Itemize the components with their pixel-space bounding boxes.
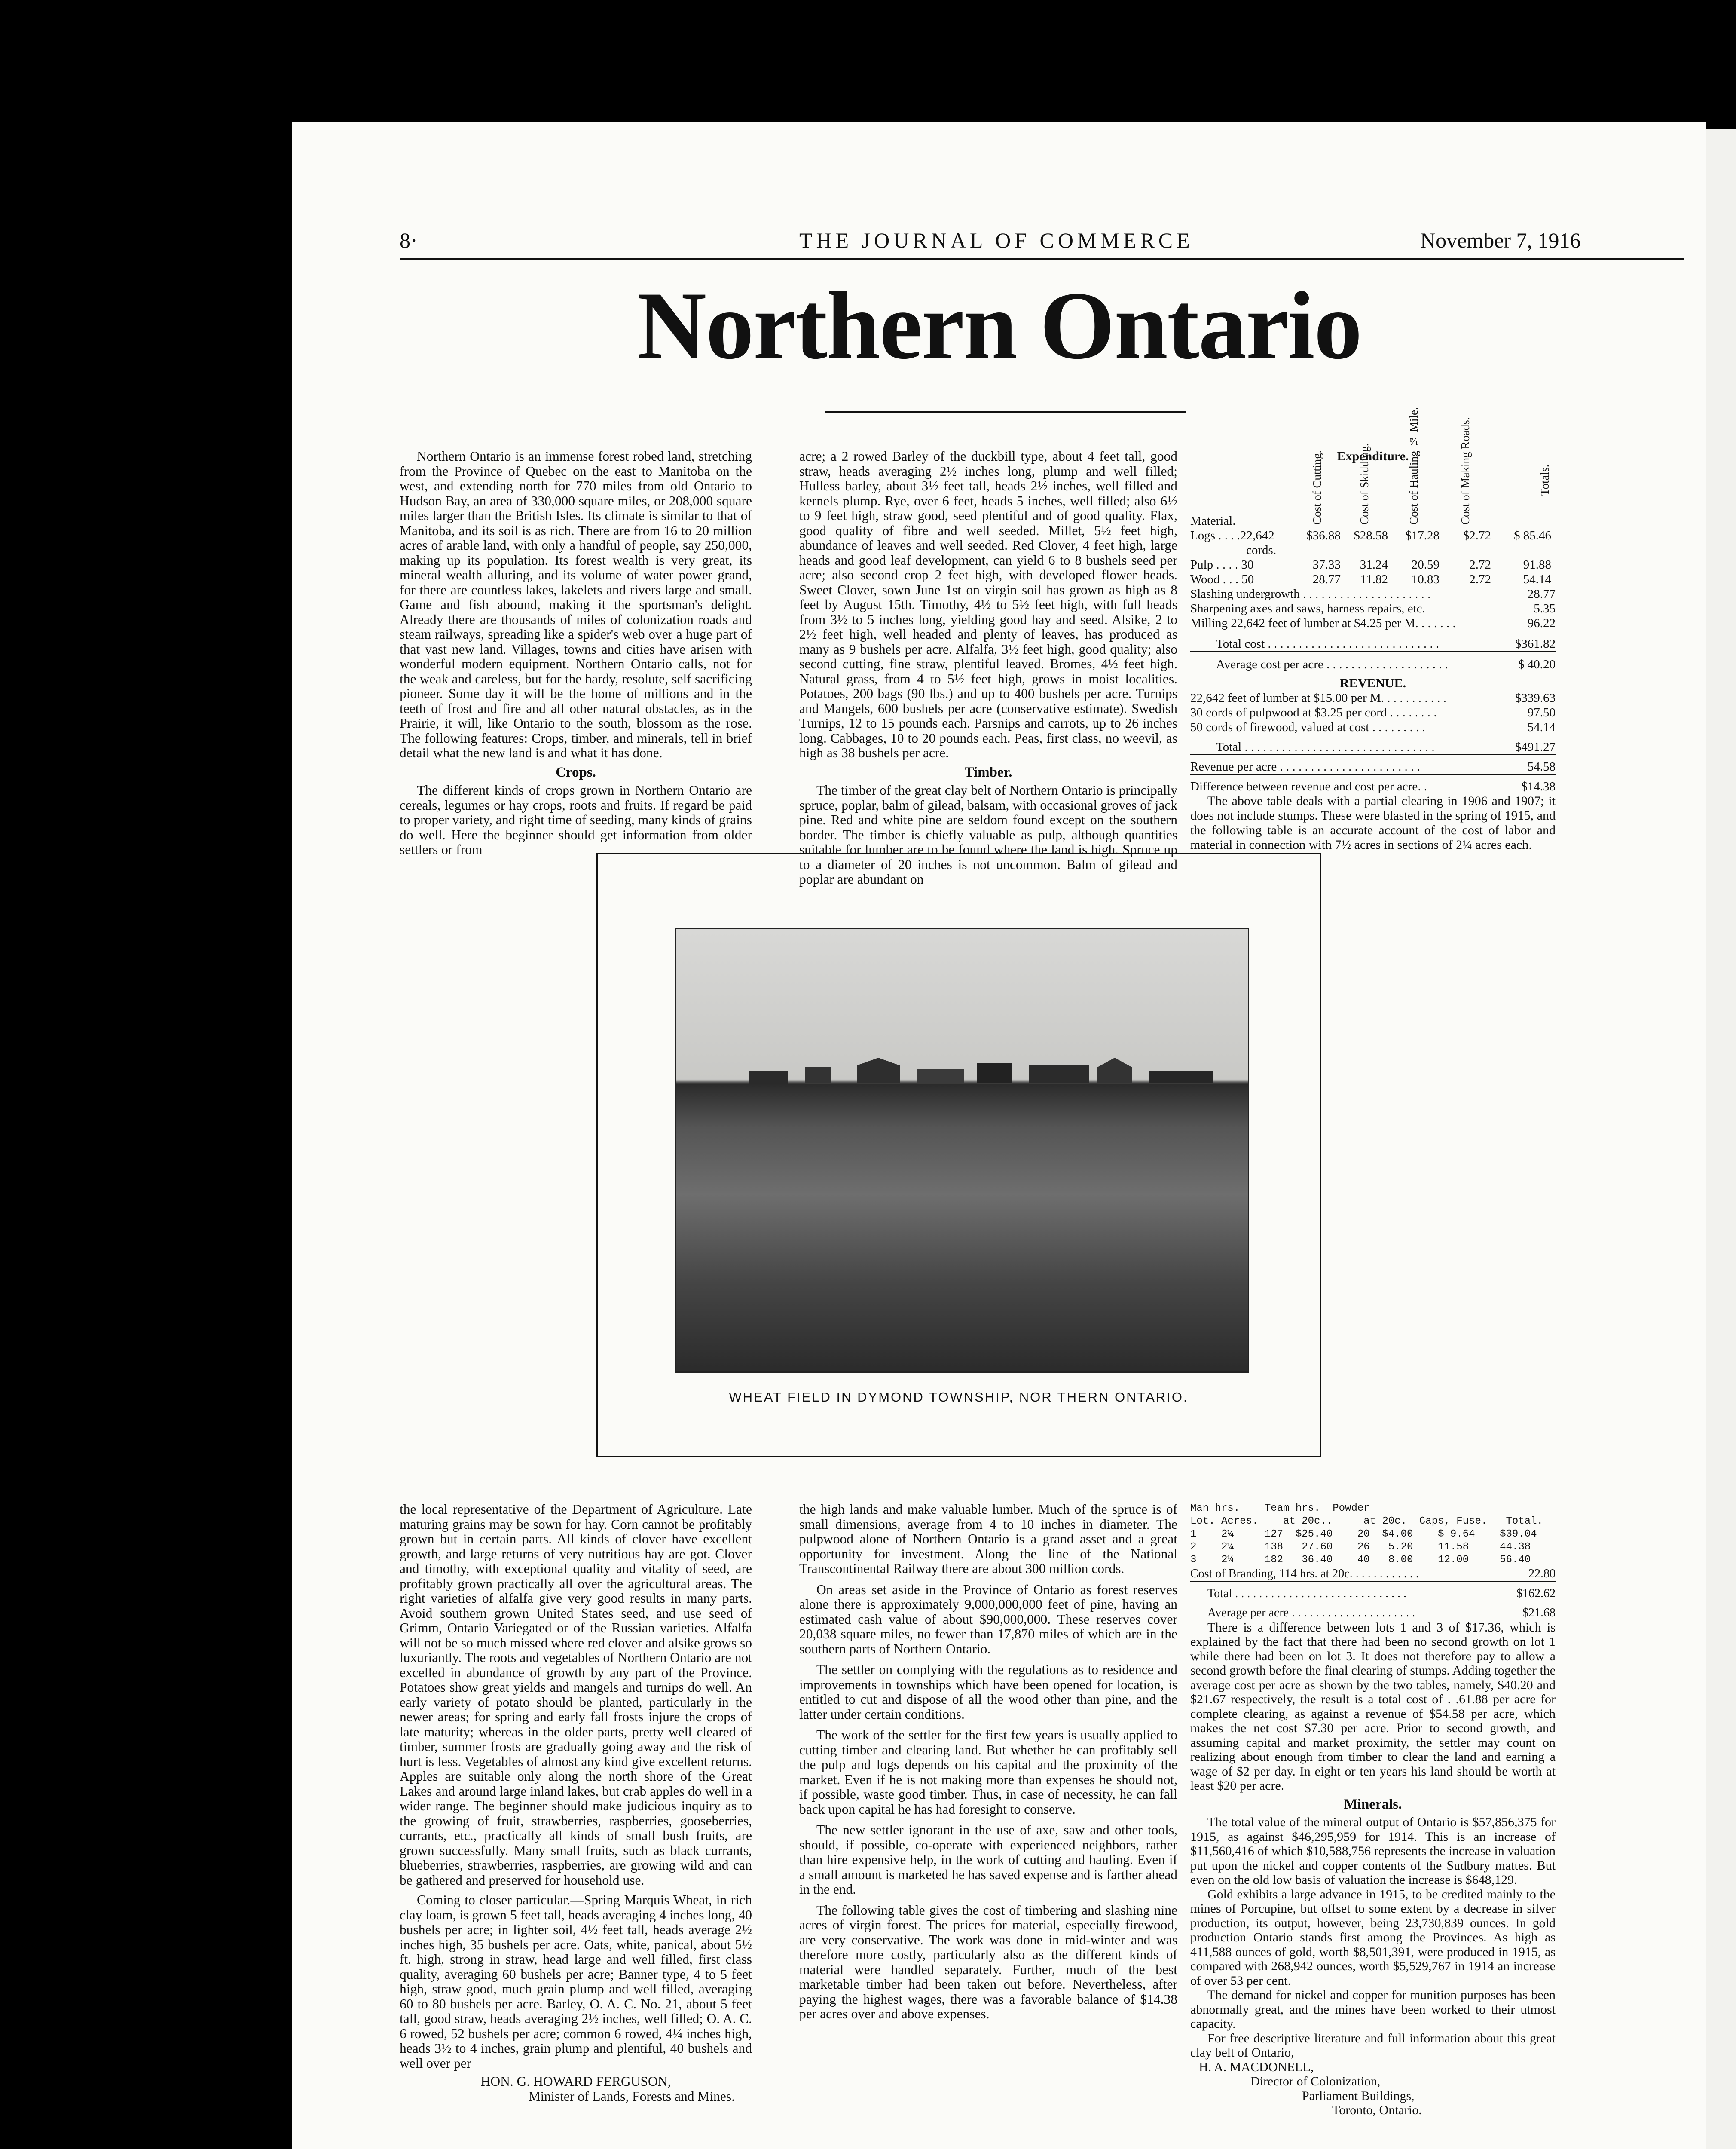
column-1-top: [400, 449, 752, 857]
table-row: 30 cords of pulpwood at $3.25 per cord . . . . . . . . 97.50: [1190, 706, 1556, 719]
lots-total-row: Total . . . . . . . . . . . . . . . . . . . . . . . . . . . . . $162.62: [1190, 1586, 1556, 1602]
table-note: The above table deals with a partial clearing in 1906 and 1907; it does not include stumps. These were blasted in the spring of 1915, and the following table is an accurate account of the cost of labor and material in connection with 7½ acres in sections of 2¼ acres each.: [1190, 794, 1556, 852]
minerals-paragraph: The total value of the mineral output of Ontario is $57,856,375 for 1915, as against $46,295,959 for 1914. This is an increase of $11,560,416 of which $10,588,756 represents the increase in valuation put upon the nickel and copper contents of the Sudbury mattes. But even on the old low basis of valuation the increase is $648,129.: [1190, 1815, 1556, 1887]
photo-caption: WHEAT FIELD IN DYMOND TOWNSHIP, NOR THERN ONTARIO.: [729, 1390, 1189, 1405]
revenue-total-row: Total . . . . . . . . . . . . . . . . . . . . . . . . . . . . . . . $491.27: [1190, 740, 1556, 755]
signature-title-3: Toronto, Ontario.: [1332, 2103, 1422, 2117]
difference-row: Difference between revenue and cost per acre. . $14.38: [1190, 780, 1556, 793]
signature-macdonell: H. A. MACDONELL,: [1199, 2060, 1314, 2074]
signature-ferguson-title: Minister of Lands, Forests and Mines.: [528, 2088, 735, 2104]
roads-col-header: Cost of Making Roads.: [1459, 417, 1472, 525]
table-row: Sharpening axes and saws, harness repairs, etc. 5.35: [1190, 602, 1556, 615]
column-2-bottom: [799, 1502, 1177, 2074]
material-col-header: Material.: [1190, 514, 1236, 528]
table-row: cords.: [1246, 543, 1277, 557]
table-row: 1 2¼ 127 $25.40 20 $4.00 $ 9.64 $39.04: [1190, 1528, 1537, 1540]
column-3-bottom: [1190, 1502, 1556, 2125]
header-rule: [400, 258, 1684, 260]
total-cost-row: Total cost . . . . . . . . . . . . . . . . . . . . . . . . . . . . $361.82: [1190, 637, 1556, 652]
lots-avg-row: Average per acre . . . . . . . . . . . . . . . . . . . . . $21.68: [1207, 1606, 1556, 1619]
crops-paragraph: The different kinds of crops grown in Northern Ontario are cereals, legumes or hay crops, roots and fruits. If regard be paid to proper variety, and right time of seeding, many kinds of grains do well. Here the beginner should get information from older settlers or from: [400, 783, 752, 857]
nickel-paragraph: The demand for nickel and copper for munition purposes has been abnormally great, and the mines have been worked to their utmost capacity.: [1190, 1988, 1556, 2031]
settler-regulations-paragraph: The settler on complying with the regulations as to residence and improvements in townships which have been opened for location, is entitled to cut and dispose of all the wood other than pine, and the latter under certain conditions.: [799, 1662, 1177, 1722]
intro-paragraph: Northern Ontario is an immense forest robed land, stretching from the Province of Quebec on the east to Manitoba on the west, and extending north for 770 miles from old Ontario to Hudson Bay, an area of 330,000 square miles, or 208,000 square miles larger than the British Isles. Its climate is similar to that of Manitoba, and its soil is as rich. There are from 16 to 20 million acres of arable land, with only a handful of people, say 250,000, making up its population. Its forest wealth is very great, its mineral wealth alluring, and its volume of water power grand, for there are countless lakes, lakelets and rivers large and small. Game and fish abound, making it the sportsman's delight. Already there are thousands of miles of colonization roads and steam railways, spreading like a spider's web over a huge part of that vast new land. Villages, towns and cities have arisen with wonderful modern equipment. Northern Ontario calls, not for the weak and careless, but for the hardy, resolute, self sacrificing pioneer. Some day it will be the home of millions and in the teeth of frost and fire and all other natural obstacles, as in the Prairie, it will, like Ontario to the south, blossom as the rose. The following features: Crops, timber, and minerals, tell in brief detail what the new land is and what it has done.: [400, 449, 752, 760]
page-number: 8·: [400, 228, 418, 252]
timber-paragraph: The timber of the great clay belt of Northern Ontario is principally spruce, poplar, balm of gilead, balsam, with occasional groves of jack pine. Red and white pine are seldom found except on the southern border. The timber is chiefly valuable as pulp, although quantities suitable for lumber are to be found where the land is high. Spruce up to a diameter of 20 inches is not uncommon. Balm of gilead and poplar are abundant on: [799, 783, 1177, 887]
cooperate-paragraph: The new settler ignorant in the use of axe, saw and other tools, should, if possible, co-operate with experienced neighbors, rather than hire expensive help, in the work of cutting and hauling. Even if a small amount is marketed he has saved expense and is farther ahead in the end.: [799, 1822, 1177, 1897]
crops-heading: Crops.: [556, 764, 596, 780]
forest-reserves-paragraph: On areas set aside in the Province of Ontario as forest reserves alone there is approximately 9,000,000,000 feet of pine, having an estimated cash value of about $90,000,000. These reserves cover 20,038 square miles, no fewer than 17,870 miles of which are in the southern parts of Northern Ontario.: [799, 1582, 1177, 1656]
hauling-col-header: Cost of Hauling ¼ Mile.: [1407, 407, 1420, 525]
minerals-heading: Minerals.: [1344, 1796, 1402, 1812]
table-row: 3 2¼ 182 36.40 40 8.00 12.00 56.40: [1190, 1554, 1531, 1566]
timber-continued-paragraph: the high lands and make valuable lumber. Much of the spruce is of small dimensions, average from 4 to 10 inches in diameter. The pulpwood alone of Northern Ontario is a grand asset and a great opportunity for investment. Along the line of the National Transcontinental Railway there are about 300 million cords.: [799, 1502, 1177, 1576]
title-rule: [825, 411, 1186, 413]
branding-row: Cost of Branding, 114 hrs. at 20c. . . . . . . . . . . . 22.80: [1190, 1567, 1556, 1582]
column-1-bottom: [400, 1502, 752, 2104]
table-row: Logs . . . .22,642 $36.88 $28.58 $17.28 $2.72 $ 85.46: [1190, 529, 1551, 542]
particulars-paragraph: Coming to closer particular.—Spring Marquis Wheat, in rich clay loam, is grown 5 feet tall, heads averaging 4 inches long, 40 bushels per acre; in lighter soil, 4½ feet tall, heads average 2½ inches high, 35 bushels per acre. Oats, white, panical, about 5½ ft. high, strong in straw, head large and well filled, first class quality, averaging 60 bushels per acre; Banner type, 4 to 5 feet high, straw good, much grain plump and well filled, averaging 60 to 80 bushels per acre. Barley, O. A. C. No. 21, about 5 feet tall, good straw, heads averaging 2½ inches, well filled; O. A. C. 6 rowed, 52 bushels per acre; common 6 rowed, 4¼ inches high, heads 3½ to 4 inches, grain plump and plentiful, 40 bushels and well over per: [400, 1892, 752, 2071]
signature-ferguson: HON. G. HOWARD FERGUSON,: [480, 2074, 671, 2089]
timber-heading: Timber.: [964, 764, 1012, 780]
column-2-top: [799, 449, 1177, 887]
lots-table-header-2: Lot. Acres. at 20c.. at 20c. Caps, Fuse. Total.: [1190, 1515, 1543, 1527]
revenue-heading: REVENUE.: [1339, 676, 1406, 690]
difference-paragraph: There is a difference between lots 1 and 3 of $17.36, which is explained by the fact that there had been no second growth on lot 1 while there had been on lot 3. It does not therefore pay to allow a second growth before the final clearing of stumps. Adding together the average cost per acre as shown by the two tables, namely, $40.20 and $21.67 respectively, the result is a total cost of . .61.88 per acre for complete clearing, as against a revenue of $54.58 per acre, which makes the net cost $7.30 per acre. Prior to second growth, and assuming capital and market proximity, the settler may count on realizing about enough from timber to clear the land and earning a wage of $2 per day. In eight or ten years his land should be worth at least $20 per acre.: [1190, 1620, 1556, 1793]
crops-continued-paragraph: the local representative of the Department of Agriculture. Late maturing grains may be sown for hay. Corn cannot be profitably grown but in certain parts. All kinds of clover have excellent growth, and large returns of very nutritious hay are got. Clover and timothy, with exceptional quality and vitality of seed, are profitably grown practically all over the agricultural areas. The right varieties of alfalfa give very good results in many parts. Avoid southern grown United States seed, and use seed of Grimm, Ontario Variegated or of the Russian varieties. Alfalfa will not be so much missed where red clover and alsike grows so luxuriantly. The roots and vegetables of Northern Ontario are not excelled in abundance of growth by any part of the Province. Potatoes show great yields and mangels and turnips do well. An early variety of potato should be planted, particularly in the newer areas; for spring and early fall frosts injure the crops of late maturity; whereas in the older parts, pretty well cleared of timber, summer frosts are gradually going away and the risk of hurt is less. Vegetables of almost any kind give excellent returns. Apples are suitable only along the north shore of the Great Lakes and around large inland lakes, but crab apples do well in a wider range. The beginner should make judicious inquiry as to the growing of fruit, strawberries, raspberries, gooseberries, currants, etc., practically all kinds of small bush fruits, are grown successfully. Many small fruits, such as black currants, blueberries, strawberries, raspberries, are growing wild and can be gathered and preserved for household use.: [400, 1502, 752, 1888]
table-row: Milling 22,642 feet of lumber at $4.25 per M. . . . . . . 96.22: [1190, 616, 1556, 631]
page-title: Northern Ontario: [636, 272, 1362, 379]
farm-buildings-icon: [676, 929, 1248, 1371]
lots-table-header-1: Man hrs. Team hrs. Powder: [1190, 1503, 1370, 1514]
table-row: Pulp . . . . 30 37.33 31.24 20.59 2.72 91.88: [1190, 558, 1551, 572]
newspaper-page: [292, 122, 1706, 2149]
table-row: 50 cords of firewood, valued at cost . . . . . . . . . 54.14: [1190, 720, 1556, 735]
signature-title-2: Parliament Buildings,: [1302, 2088, 1415, 2103]
photo-frame: [596, 853, 1321, 1457]
expenditure-table: [1190, 407, 1556, 852]
cutting-col-header: Cost of Cutting.: [1311, 450, 1323, 525]
cost-table-intro-paragraph: The following table gives the cost of timbering and slashing nine acres of virgin forest. The prices for material, especially firewood, are very conservative. The work was done in mid-winter and was therefore more costly, particularly also as the different kinds of material were handled separately. Further, much of the best marketable timber had been taken out before. Nevertheless, after paying the highest wages, there was a favorable balance of $14.38 per acres over and above expenses.: [799, 1902, 1177, 2021]
signature-title-1: Director of Colonization,: [1250, 2074, 1381, 2088]
revenue-per-acre-row: Revenue per acre . . . . . . . . . . . . . . . . . . . . . . . 54.58: [1190, 759, 1556, 775]
issue-date: November 7, 1916: [1420, 228, 1581, 252]
wheat-field-photo: [675, 928, 1249, 1373]
table-row: Slashing undergrowth . . . . . . . . . . . . . . . . . . . . . 28.77: [1190, 587, 1556, 601]
skidding-col-header: Cost of Skidding.: [1358, 443, 1371, 525]
avg-cost-row: Average cost per acre . . . . . . . . . . . . . . . . . . . . $ 40.20: [1216, 658, 1556, 671]
literature-paragraph: For free descriptive literature and full information about this great clay belt of Ontario,: [1190, 2031, 1556, 2060]
settler-work-paragraph: The work of the settler for the first few years is usually applied to cutting timber and clearing land. But whether he can profitably sell the pulp and logs depends on his capital and the proximity of the market. Even if he is not making more than expenses he should not, if possible, waste good timber. Thus, in case of necessity, he can fall back upon capital he has had foresight to conserve.: [799, 1727, 1177, 1817]
journal-name: THE JOURNAL OF COMMERCE: [799, 228, 1194, 252]
crops-detail-paragraph: acre; a 2 rowed Barley of the duckbill type, about 4 feet tall, good straw, heads averaging 2½ inches long, plump and well filled; Hulless barley, about 3½ feet tall, heads 2½ inches, well filled and kernels plump. Rye, over 6 feet, heads 5 inches, well filled; also 6½ to 9 feet high, straw good, seed plentiful and of good quality. Flax, good quality of fibre and well seeded. Millet, 5½ feet high, abundance of leaves and well seeded. Red Clover, 4 feet high, large heads and good leaf development, can yield 6 to 8 bushels seed per acre; also second crop 2 feet high, with developed flower heads. Sweet Clover, sown June 1st on virgin soil has grown as high as 8 feet by August 15th. Timothy, 4½ to 5½ feet high, with full heads from 3½ to 5 inches long, yielding good hay and seed. Alsike, 2 to 2½ feet high, well headed and plenty of leaves, has produced as many as 9 bushels per acre. Alfalfa, 3½ feet high, good quality; also second cutting, fine straw, plentiful leaved. Bromes, 4½ feet high. Natural grass, from 4 to 5½ feet high, grows in moist localities. Potatoes, 200 bags (90 lbs.) and up to 400 bushels per acre. Turnips and Mangels, 600 bushels per acre (conservative estimate). Swedish Turnips, 12 to 15 pounds each. Parsnips and carrots, up to 26 inches long. Cabbages, 10 to 20 pounds each. Peas, first class, no weevil, as high as 38 bushels per acre.: [799, 449, 1177, 760]
table-row: Wood . . . 50 28.77 11.82 10.83 2.72 54.14: [1190, 572, 1551, 586]
totals-col-header: Totals.: [1538, 465, 1551, 496]
table-row: 2 2¼ 138 27.60 26 5.20 11.58 44.38: [1190, 1541, 1531, 1553]
gold-paragraph: Gold exhibits a large advance in 1915, to be credited mainly to the mines of Porcupine, but offset to some extent by a decrease in silver production, its output, however, being 23,730,839 ounces. In gold production Ontario stands first among the Provinces. As high as 411,588 ounces of gold, worth $8,501,391, were produced in 1915, as compared with 268,942 ounces, worth $5,529,767 in 1914 an increase of over 53 per cent.: [1190, 1887, 1556, 1988]
expenditure-heading: Expenditure.: [1337, 449, 1409, 463]
table-row: 22,642 feet of lumber at $15.00 per M. . . . . . . . . . . $339.63: [1190, 691, 1556, 705]
